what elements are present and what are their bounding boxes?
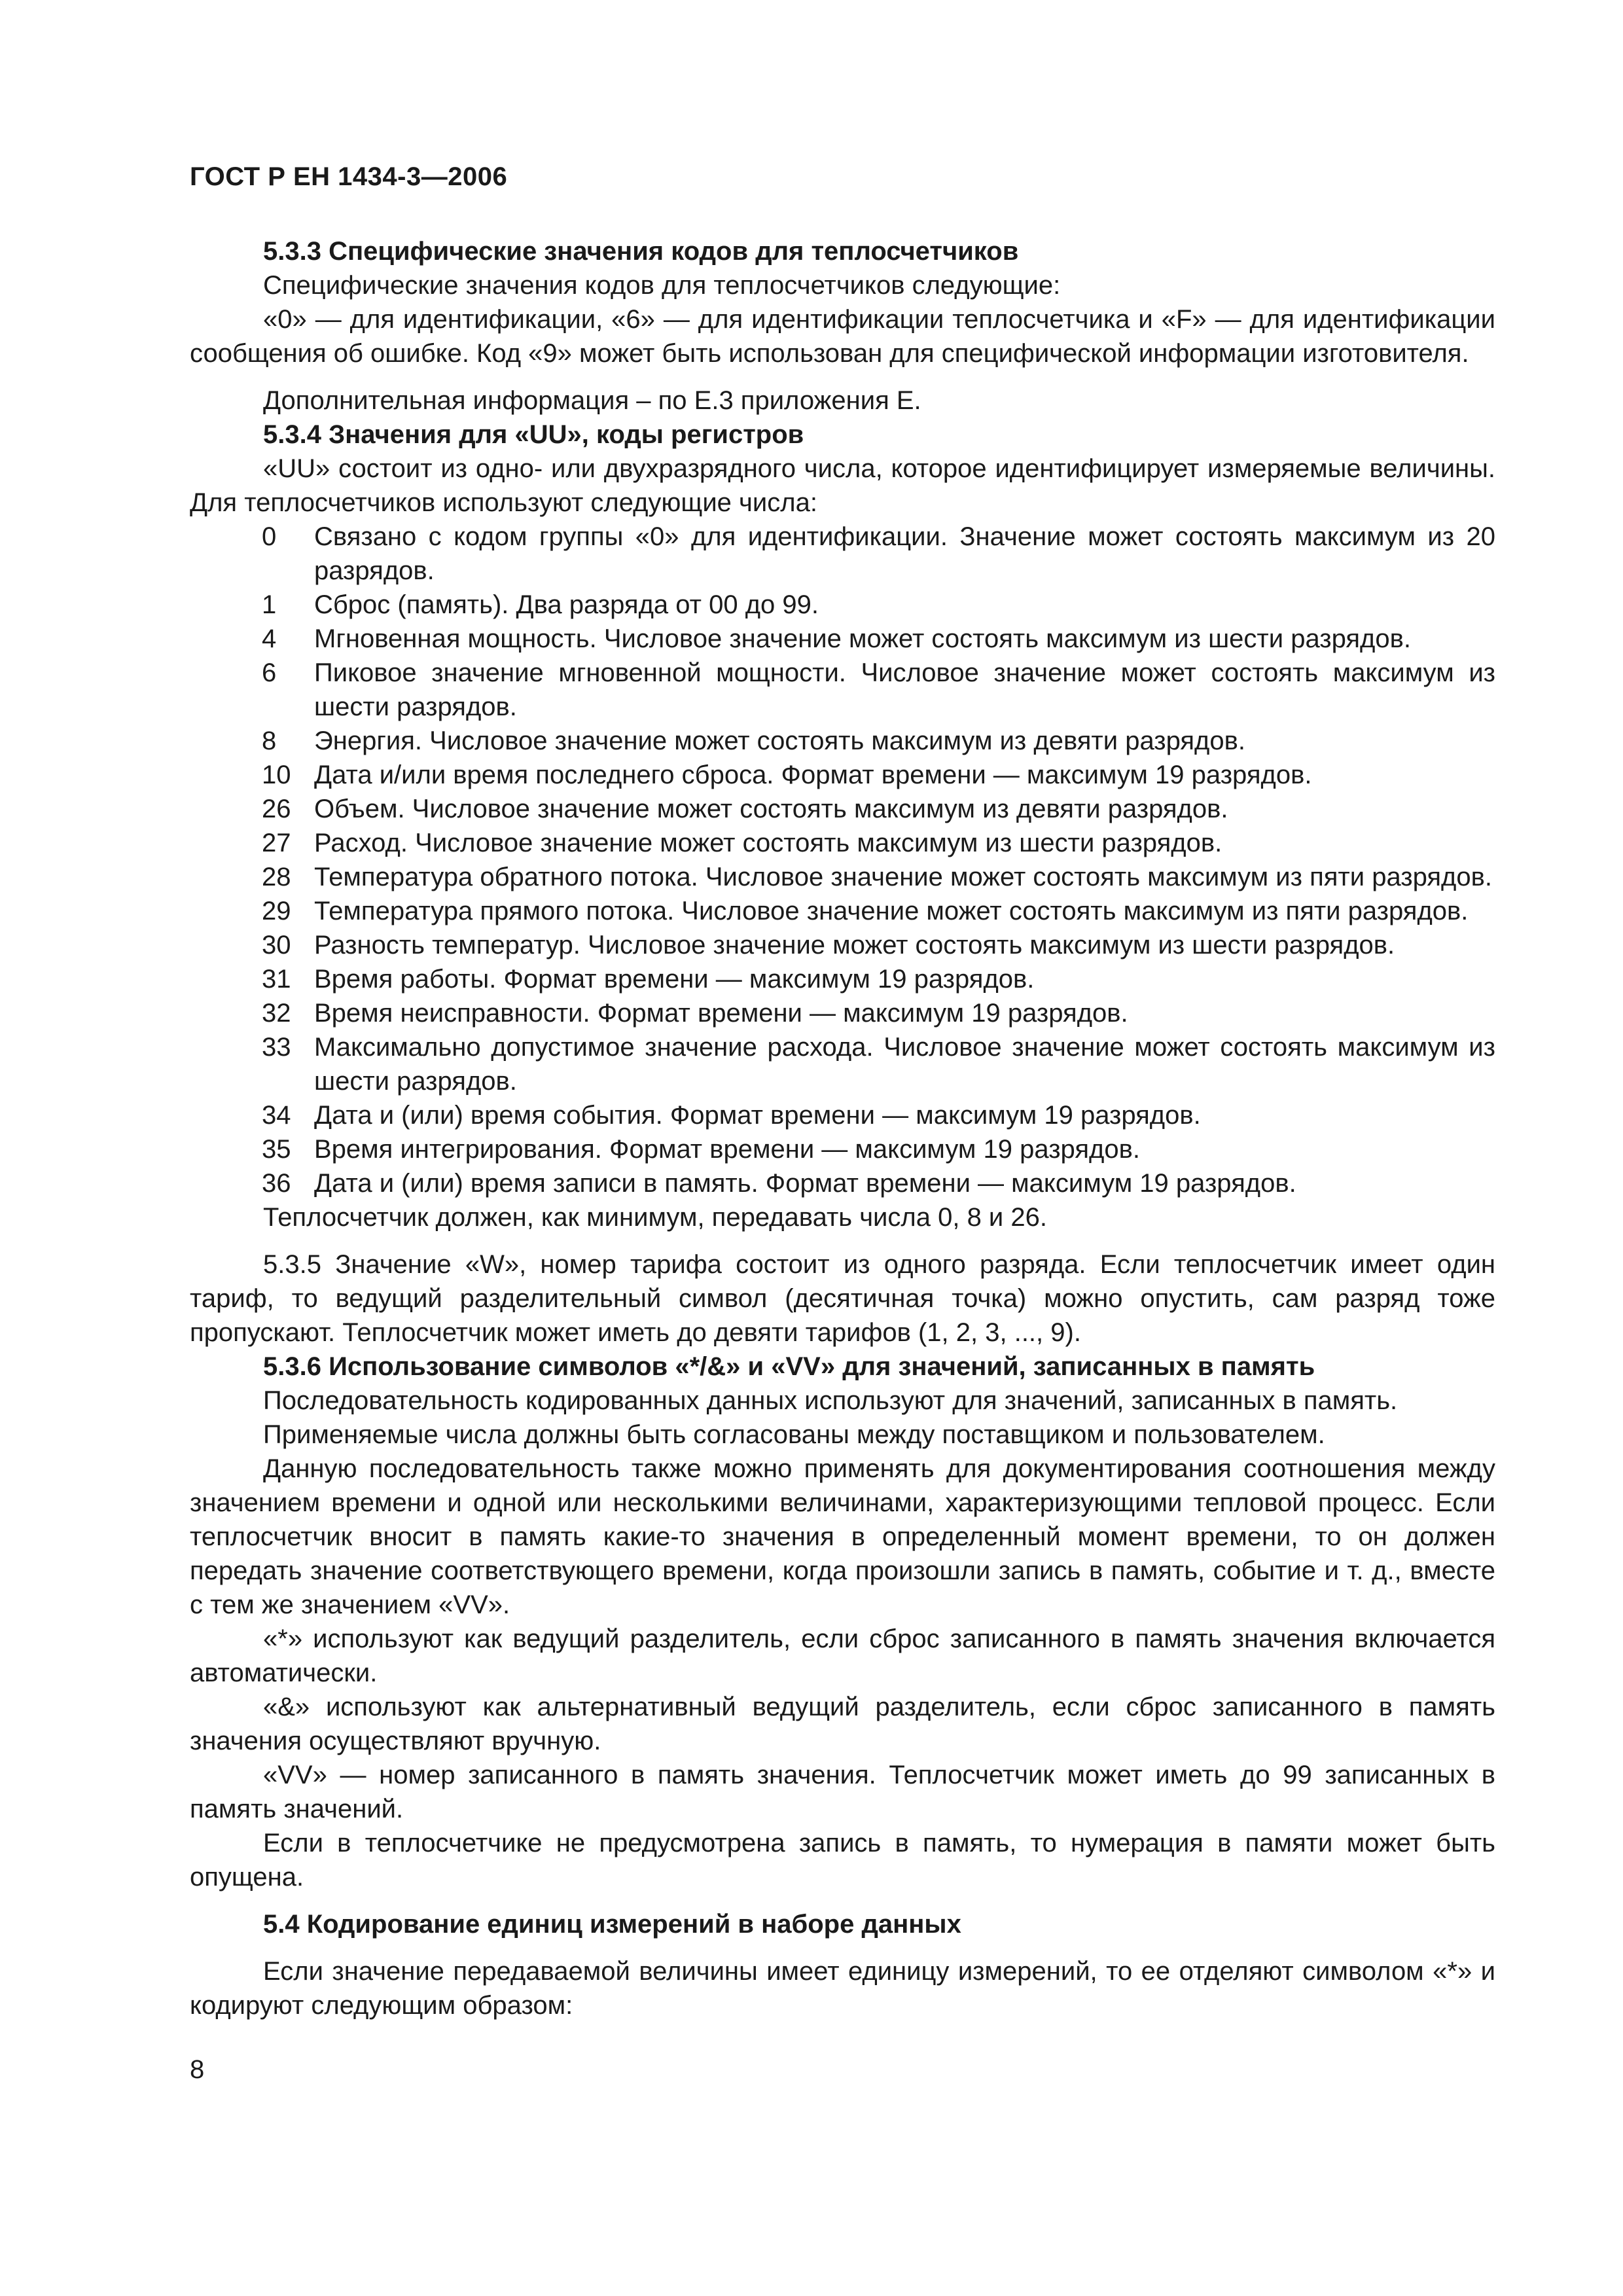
list-item [190,894,1495,928]
section-5-3-4-paragraph-after: Теплосчетчик должен, как минимум, передавать числа 0, 8 и 26. [263,1203,1047,1232]
list-item-text: Дата и (или) время события. Формат времени — максимум 19 разрядов. [314,1101,1201,1130]
section-5-3-3-paragraph-2: «0» — для идентификации, «6» — для идентификации теплосчетчика и «F» — для идентификации сообщения об ошибке. Код «9» может быть использован для специфической информации изготовителя. [190,305,1495,368]
list-item [190,962,1495,996]
list-item-text: Сброс (память). Два разряда от 00 до 99. [314,590,819,619]
section-5-3-6-paragraph-3: Данную последовательность также можно применять для документирования соотношения между значением времени и одной или несколькими величинами, характеризующими тепловой процесс. Если теплосчетчик вносит в память какие-то значения в определенный момент времени, то он должен передать значение соответствующего времени, когда произошли запись в память, событие и т. д., вместе с тем же значением «VV». [190,1454,1495,1619]
section-5-3-4-paragraph-1: «UU» состоит из одно- или двухразрядного числа, которое идентифицирует измеряемые величины. Для теплосчетчиков используют следующие числа: [190,454,1495,517]
list-item-text: Дата и/или время последнего сброса. Формат времени — максимум 19 разрядов. [314,761,1312,789]
section-5-3-3-paragraph-1: Специфические значения кодов для теплосчетчиков следующие: [263,271,1061,300]
list-item [190,928,1495,962]
list-item-number: 32 [262,999,291,1028]
section-5-4-heading: 5.4 Кодирование единиц измерений в наборе данных [263,1910,961,1939]
section-5-3-6-paragraph-1: Последовательность кодированных данных используют для значений, записанных в память. [263,1386,1398,1415]
list-item-number: 35 [262,1135,291,1164]
page-number: 8 [190,2055,205,2084]
list-item [190,1030,1495,1098]
list-item [190,860,1495,894]
list-item-text: Расход. Числовое значение может состоять максимум из шести разрядов. [314,829,1222,857]
list-item-text: Связано с кодом группы «0» для идентификации. Значение может состоять максимум из 20 разрядов. [314,522,1495,585]
list-item-text: Время работы. Формат времени — максимум 19 разрядов. [314,965,1035,994]
list-item [190,792,1495,826]
list-item [190,622,1495,656]
list-item-text: Температура прямого потока. Числовое значение может состоять максимум из пяти разрядов. [314,897,1469,925]
list-item-number: 36 [262,1169,291,1198]
list-item-number: 26 [262,795,291,823]
list-item [190,1166,1495,1200]
list-item-text: Время интегрирования. Формат времени — максимум 19 разрядов. [314,1135,1140,1164]
list-item-text: Дата и (или) время записи в память. Формат времени — максимум 19 разрядов. [314,1169,1296,1198]
list-item-text: Пиковое значение мгновенной мощности. Числовое значение может состоять максимум из шести разрядов. [314,658,1495,721]
section-5-3-3-paragraph-3: Дополнительная информация – по Е.3 приложения Е. [263,386,921,415]
list-item [190,520,1495,588]
document-code-header: ГОСТ Р ЕН 1434-3—2006 [190,162,508,191]
list-item-number: 33 [262,1033,291,1062]
list-item-text: Время неисправности. Формат времени — максимум 19 разрядов. [314,999,1128,1028]
list-item-text: Разность температур. Числовое значение может состоять максимум из шести разрядов. [314,931,1395,960]
list-item-number: 34 [262,1101,291,1130]
list-item-number: 8 [262,726,277,755]
section-5-3-6-paragraph-5: «&» используют как альтернативный ведущий разделитель, если сброс записанного в память значения осуществляют вручную. [190,1693,1495,1755]
list-item [190,996,1495,1030]
list-item [190,826,1495,860]
section-5-3-6-paragraph-6: «VV» — номер записанного в память значения. Теплосчетчик может иметь до 99 записанных в память значений. [190,1761,1495,1823]
section-5-3-6-paragraph-4: «*» используют как ведущий разделитель, если сброс записанного в память значения включается автоматически. [190,1624,1495,1687]
list-item [190,758,1495,792]
list-item [190,1132,1495,1166]
list-item [190,588,1495,622]
list-item-text: Максимально допустимое значение расхода. Числовое значение может состоять максимум из шести разрядов. [314,1033,1495,1096]
list-item-number: 30 [262,931,291,960]
section-5-4-paragraph-1: Если значение передаваемой величины имеет единицу измерений, то ее отделяют символом «*» и кодируют следующим образом: [190,1957,1495,2020]
section-5-3-5-paragraph: 5.3.5 Значение «W», номер тарифа состоит из одного разряда. Если теплосчетчик имеет один тариф, то ведущий разделительный символ (десятичная точка) можно опустить, сам разряд тоже пропускают. Теплосчетчик может иметь до девяти тарифов (1, 2, 3, ..., 9). [190,1250,1495,1347]
list-item-text: Объем. Числовое значение может состоять максимум из девяти разрядов. [314,795,1228,823]
list-item [190,724,1495,758]
section-5-3-3-heading: 5.3.3 Специфические значения кодов для теплосчетчиков [263,237,1019,266]
section-5-3-6-heading: 5.3.6 Использование символов «*/&» и «VV» для значений, записанных в память [263,1352,1315,1381]
list-item-number: 28 [262,863,291,891]
list-item [190,1098,1495,1132]
list-item-number: 27 [262,829,291,857]
list-item-number: 4 [262,624,277,653]
list-item-number: 10 [262,761,291,789]
list-item [190,656,1495,724]
section-5-3-6-paragraph-7: Если в теплосчетчике не предусмотрена запись в память, то нумерация в памяти может быть опущена. [190,1829,1495,1892]
list-item-number: 1 [262,590,277,619]
list-item-text: Энергия. Числовое значение может состоять максимум из девяти разрядов. [314,726,1245,755]
list-item-text: Мгновенная мощность. Числовое значение может состоять максимум из шести разрядов. [314,624,1411,653]
register-code-list [190,520,1495,1200]
section-5-3-4-heading: 5.3.4 Значения для «UU», коды регистров [263,420,804,449]
section-5-3-6-paragraph-2: Применяемые числа должны быть согласованы между поставщиком и пользователем. [263,1420,1325,1449]
list-item-text: Температура обратного потока. Числовое значение может состоять максимум из пяти разрядов. [314,863,1492,891]
list-item-number: 6 [262,658,277,687]
list-item-number: 31 [262,965,291,994]
list-item-number: 29 [262,897,291,925]
list-item-number: 0 [262,522,277,551]
document-body [190,234,1495,2022]
